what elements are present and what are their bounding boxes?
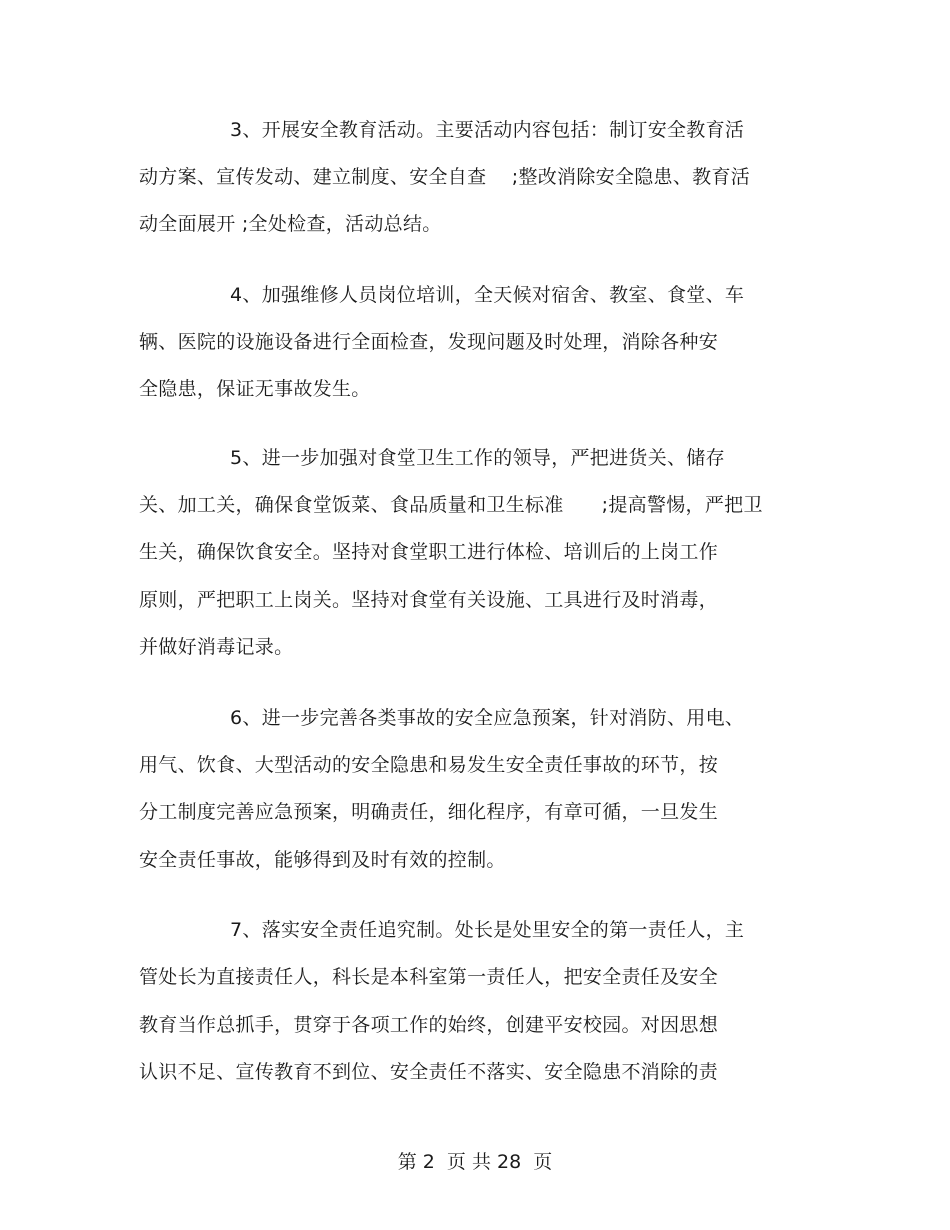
page-number-footer: 第 2 页 共 28 页 bbox=[397, 1151, 553, 1173]
paragraph-line: 并做好消毒记录。 bbox=[139, 636, 294, 658]
paragraph-line: 4、加强维修人员岗位培训，全天候对宿舍、教室、食堂、车 bbox=[230, 284, 745, 306]
paragraph-line: 辆、医院的设施设备进行全面检查，发现问题及时处理，消除各种安 bbox=[139, 331, 719, 353]
paragraph-line: 教育当作总抓手，贯穿于各项工作的始终，创建平安校园。对因思想 bbox=[139, 1014, 719, 1036]
paragraph-line: 5、进一步加强对食堂卫生工作的领导，严把进货关、储存 bbox=[230, 447, 725, 469]
paragraph-line: 3、开展安全教育活动。主要活动内容包括：制订安全教育活 bbox=[230, 119, 745, 141]
paragraph-line: 生关，确保饮食安全。坚持对食堂职工进行体检、培训后的上岗工作 bbox=[139, 541, 719, 563]
paragraph-line: 关、加工关，确保食堂饭菜、食品质量和卫生标准 ;提高警惕，严把卫 bbox=[139, 494, 763, 516]
paragraph-line: 分工制度完善应急预案，明确责任，细化程序，有章可循，一旦发生 bbox=[139, 801, 719, 823]
paragraph-line: 7、落实安全责任追究制。处长是处里安全的第一责任人，主 bbox=[230, 919, 745, 941]
paragraph-line: 用气、饮食、大型活动的安全隐患和易发生安全责任事故的环节，按 bbox=[139, 754, 719, 776]
paragraph-line: 认识不足、宣传教育不到位、安全责任不落实、安全隐患不消除的责 bbox=[139, 1061, 719, 1083]
paragraph-line: 管处长为直接责任人，科长是本科室第一责任人，把安全责任及安全 bbox=[139, 966, 719, 988]
paragraph-line: 安全责任事故，能够得到及时有效的控制。 bbox=[139, 849, 506, 871]
paragraph-line: 原则，严把职工上岗关。坚持对食堂有关设施、工具进行及时消毒， bbox=[139, 589, 719, 611]
paragraph-line: 全隐患，保证无事故发生。 bbox=[139, 378, 371, 400]
paragraph-line: 动方案、宣传发动、建立制度、安全自查 ;整改消除安全隐患、教育活 bbox=[139, 166, 751, 188]
paragraph-line: 6、进一步完善各类事故的安全应急预案，针对消防、用电、 bbox=[230, 707, 745, 729]
paragraph-line: 动全面展开 ;全处检查，活动总结。 bbox=[139, 213, 442, 235]
